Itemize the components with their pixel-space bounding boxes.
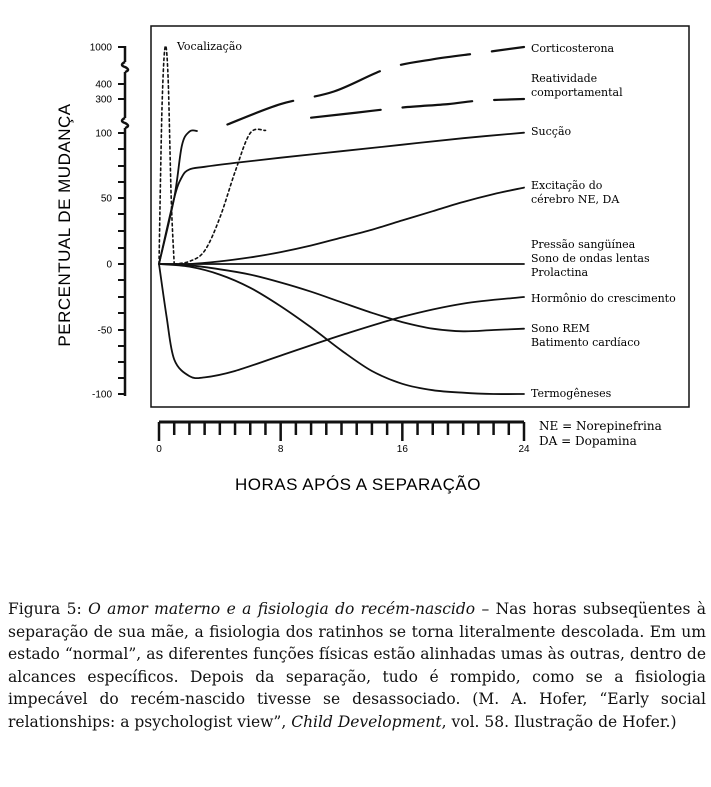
figure-caption <box>8 598 706 733</box>
y-tick-labels <box>90 43 113 401</box>
series-label-4: Sucção <box>531 125 572 138</box>
y-tick-label: 50 <box>100 193 112 205</box>
caption-label: Figura 5: <box>8 600 82 618</box>
series-label-9: Termogêneses <box>531 387 612 400</box>
series-line-11 <box>174 129 265 264</box>
caption-tail: , vol. 58. Ilustração de Hofer.) <box>441 712 677 731</box>
series-lines <box>159 46 524 394</box>
caption-journal: Child Development <box>291 712 442 731</box>
caption-title: O amor materno e a fisiologia do recém-nascido <box>88 600 476 618</box>
series-line-10 <box>159 130 197 264</box>
series-labels <box>176 40 676 400</box>
series-label-1: Vocalização <box>177 40 243 53</box>
series-label-7: Hormônio do crescimento <box>531 292 676 305</box>
y-tick-label: 100 <box>95 128 112 140</box>
y-tick-label: -100 <box>91 389 112 401</box>
series-line-9 <box>159 264 524 394</box>
series-line-3 <box>311 99 524 118</box>
x-tick-label: 8 <box>277 444 284 455</box>
x-tick-label: 0 <box>156 444 162 455</box>
series-line-5 <box>159 188 524 265</box>
series-line-4 <box>159 133 524 264</box>
x-tick-label: 16 <box>396 444 408 455</box>
y-tick-label: 1000 <box>89 42 112 54</box>
abbreviation-da: DA = Dopamina <box>539 434 637 448</box>
y-tick-label: -50 <box>97 325 112 337</box>
x-axis-title: HORAS APÓS A SEPARAÇÃO <box>235 475 481 494</box>
x-tick-label: 24 <box>518 444 530 455</box>
series-label-2: Corticosterona <box>531 42 615 55</box>
caption-body: – Nas horas subseqüentes à separação de sua mãe, a fisiologia dos ratinhos se torna literalmente descolada. Em um estado “normal”, as diferentes funções físicas estão alinhadas umas às outras, dentro de alcances específicos. Depois da separação, tudo é rompido, como se a fisiologia impecável do recém-nascido tivesse se desassociado. (M. A. Hofer, “Early social relationships: a psychologist view”, <box>8 600 706 731</box>
series-label-6: Pressão sangüínea Sono de ondas lentas Prolactina <box>531 238 650 279</box>
series-label-3: Reatividade comportamental <box>531 72 623 99</box>
series-line-7 <box>159 264 524 331</box>
abbreviation-ne: NE = Norepinefrina <box>539 419 662 433</box>
series-label-8: Sono REM Batimento cardíaco <box>531 322 641 349</box>
series-line-8 <box>159 264 524 378</box>
series-label-5: Excitação do cérebro NE, DA <box>531 179 620 206</box>
y-axis-title: PERCENTUAL DE MUDANÇA <box>55 103 74 347</box>
series-line-2 <box>227 47 524 125</box>
x-tick-labels <box>156 444 530 455</box>
y-tick-label: 300 <box>95 94 112 106</box>
x-tick-marks <box>159 422 524 441</box>
plot-frame <box>151 26 689 407</box>
y-tick-label: 0 <box>106 259 112 271</box>
y-tick-label: 400 <box>95 79 112 91</box>
